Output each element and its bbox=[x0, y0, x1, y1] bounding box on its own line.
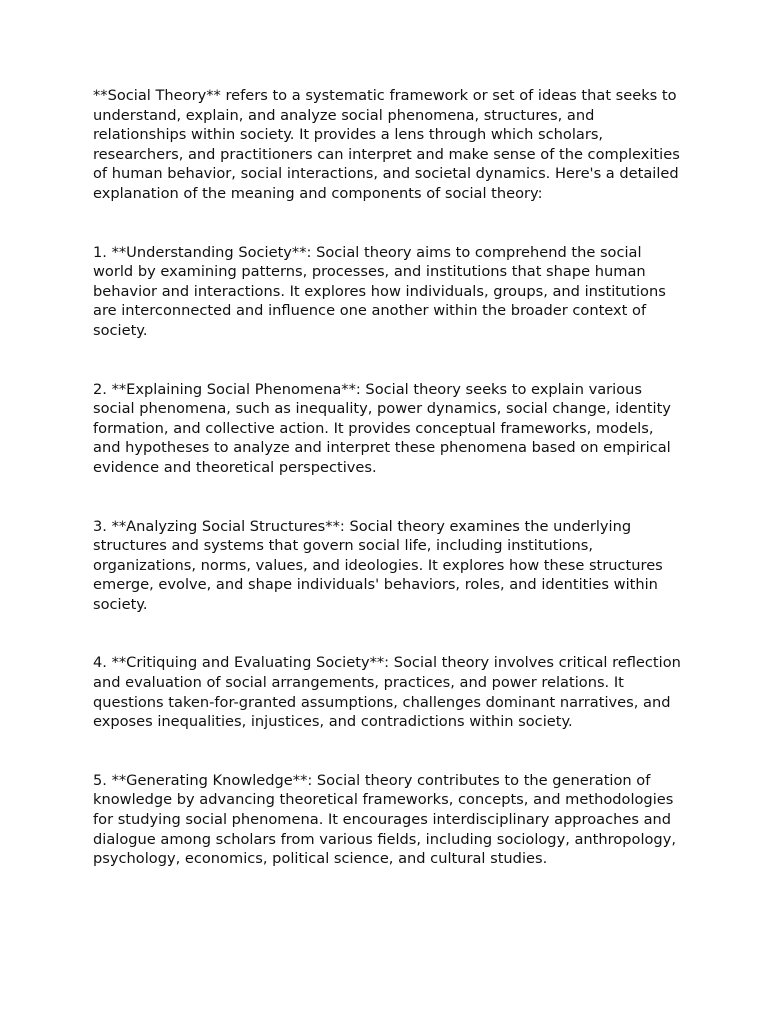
paragraph-spacer bbox=[93, 204, 681, 243]
paragraph-generating-knowledge: 5. **Generating Knowledge**: Social theory contributes to the generation of knowledge by advancing theoretical frameworks, concepts, and methodologies for studying social phenomena. It encourages interdisciplinary approaches and dialogue among scholars from various fields, including sociology, anthropology, psychology, economics, political science, and cultural studies. bbox=[93, 771, 676, 868]
intro-paragraph: **Social Theory** refers to a systematic framework or set of ideas that seeks to understand, explain, and analyze social phenomena, structures, and relationships within society. It provides a lens through which scholars, researchers, and practitioners can interpret and make sense of the complexities of human behavior, social interactions, and societal dynamics. Here's a detailed explanation of the meaning and components of social theory: bbox=[93, 87, 680, 202]
paragraph-critiquing-evaluating-society: 4. **Critiquing and Evaluating Society**: Social theory involves critical reflection and evaluation of social arrangements, practices, and power relations. It questions taken-for-granted assumptions, challenges dominant narratives, and exposes inequalities, injustices, and contradictions within society. bbox=[93, 654, 681, 731]
document-body bbox=[93, 86, 681, 869]
paragraph-spacer bbox=[93, 341, 681, 380]
paragraph-explaining-social-phenomena: 2. **Explaining Social Phenomena**: Social theory seeks to explain various social phenomena, such as inequality, power dynamics, social change, identity formation, and collective action. It provides conceptual frameworks, models, and hypotheses to analyze and interpret these phenomena based on empirical evidence and theoretical perspectives. bbox=[93, 380, 671, 476]
paragraph-understanding-society: 1. **Understanding Society**: Social theory aims to comprehend the social world by examining patterns, processes, and institutions that shape human behavior and interactions. It explores how individuals, groups, and institutions are interconnected and influence one another within the broader context of society. bbox=[93, 243, 666, 339]
paragraph-analyzing-social-structures: 3. **Analyzing Social Structures**: Social theory examines the underlying structures and systems that govern social life, including institutions, organizations, norms, values, and ideologies. It explores how these structures emerge, evolve, and shape individuals' behaviors, roles, and identities within society. bbox=[93, 517, 663, 613]
paragraph-spacer bbox=[93, 614, 681, 653]
paragraph-spacer bbox=[93, 478, 681, 517]
paragraph-spacer bbox=[93, 732, 681, 771]
